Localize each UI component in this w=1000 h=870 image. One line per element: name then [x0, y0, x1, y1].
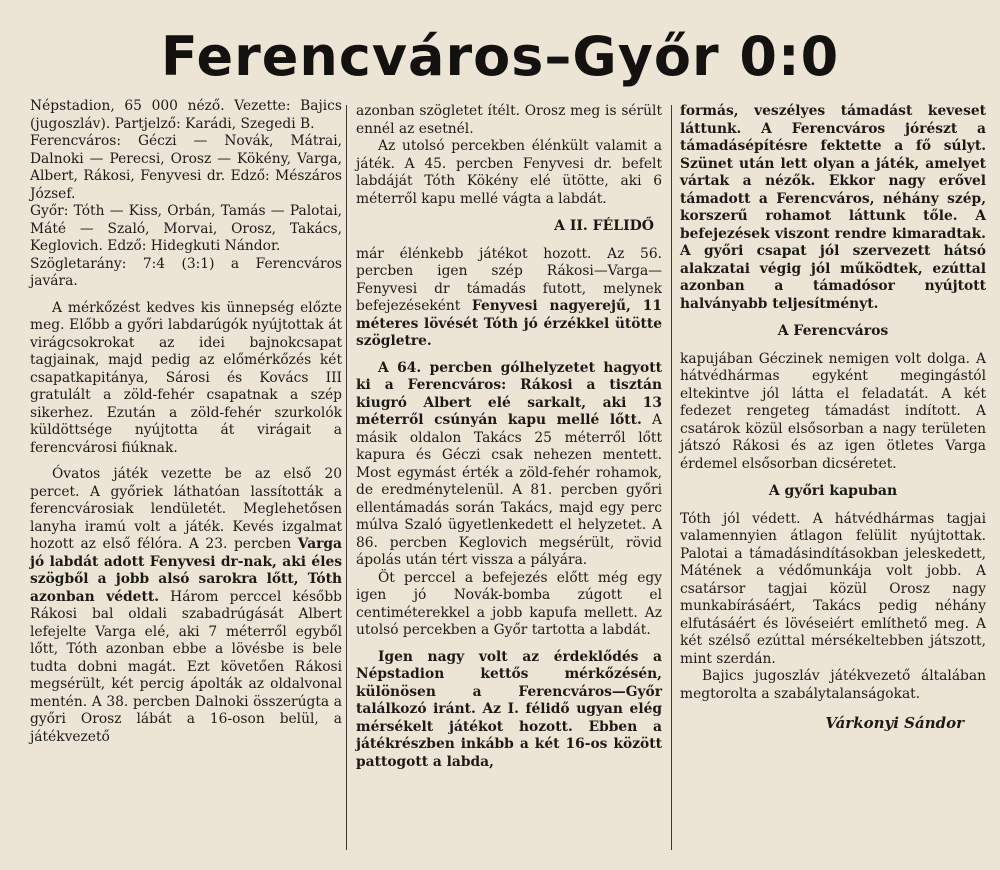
column-rule-1: [346, 105, 347, 850]
ferencvaros-subheading: A Ferencváros: [777, 323, 889, 339]
headline: Ferencváros–Győr 0:0: [160, 25, 840, 88]
chance-paragraph: [356, 360, 662, 570]
ceremony-paragraph: A mérkőzést kedves kis ünnepség előzte meg. Előbb a győri labdarúgók nyújtottak át virágcsokrokat az idei bajnokcsapat tagjainak, majd pedig az előmérkőzés két csapatkapitánya, Sárosi és Kovács III gratulált a zöld-fehér csapatnak a szép sikerhez. Ezután a zöld-fehér szurkolók küldöttsége nyújtotta át virágait a ferencvárosi fiúknak.: [30, 299, 342, 456]
col2-paragraph-2: Az utolsó percekben élénkült valamit a játék. A 45. percben Fenyvesi dr. befelt labdáját Tóth Kökény elé ütötte, aki 6 méterről kapu mellé vágta a labdát.: [356, 138, 662, 207]
article-column-1: [30, 98, 342, 746]
summary-paragraph: Igen nagy volt az érdeklődés a Népstadion kettős mérkőzésén, különösen a Ferencváros—Győr találkozó iránt. Az I. félidő ugyan elég mérsékelt játékot hozott. Ebben a játékrészben inkább a két 16-os között pattogott a labda,: [356, 648, 662, 770]
ferencvaros-lineup: Ferencváros: Géczi — Novák, Mátrai, Dalnoki — Perecsi, Orosz — Kökény, Varga, Albert, Rákosi, Fenyvesi dr. Edző: Mészáros József.: [30, 133, 342, 202]
second-half-paragraph: [356, 246, 662, 351]
chance-text-bold: A 64. percben gólhelyzetet hagyott ki a Ferencváros: Rákosi a tisztán kiugró Albert elé sarkalt, aki 13 méterről csúnyán kapu mellé lőtt.: [356, 359, 662, 428]
match-info: Népstadion, 65 000 néző. Vezette: Bajics (jugoszláv). Partjelző: Karádi, Szegedi B.: [30, 98, 342, 132]
gyor-subheading: A győri kapuban: [768, 483, 898, 499]
first-half-text-bold: Varga jó labdát adott Fenyvesi dr-nak, aki éles szögből a jobb alsó sarokra lőtt, Tóth azonban védett.: [30, 536, 342, 605]
gyor-evaluation: Tóth jól védett. A hátvédhármas tagjai valamennyien átlagon felülit nyújtottak. Palotai a támadásindításokban jeleskedett, Mátének a védőmunkája volt jobb. A csatársor tagjai közül Orosz nagy munkabírásáért, Takács pedig néhány elfutásáért és lövéseiért említhető meg. A két szélső ezúttal mérsékeltebben játszott, mint szerdán.: [680, 510, 986, 667]
column-rule-2: [671, 105, 672, 850]
first-half-text-c: Három perccel később Rákosi bal oldali szabadrúgását Albert lefejelte Varga elé, aki 7 méterről egyből lőtt, Tóth azonban ebbe a lövésbe is bele tudta dobni magát. Ezt követően Rákosi megsérült, két percig ápolták az oldalvonal mentén. A 38. percben Dalnoki összerúgta a győri Orosz lábát a 16-oson belül, a játékvezető: [30, 588, 342, 745]
first-half-paragraph: [30, 466, 342, 746]
second-half-text-a: már élénkebb játékot hozott. Az 56. percben igen szép Rákosi—Varga—Fenyvesi dr támadás futott, melynek befejezéseként: [356, 245, 662, 314]
chance-text: A másik oldalon Takács 25 méterről lőtt kapura és Géczi csak nehezen mentett. Most egymást érték a zöld-fehér rohamok, de eredménytelenül. A 81. percben győri ellentámadás során Takács, majd egy perc múlva Szaló ügyetlenkedett el helyzetet. A 86. percben Keglovich megsérült, rövid ápolás után tért vissza a pályára.: [356, 412, 663, 568]
gyor-lineup: Győr: Tóth — Kiss, Orbán, Tamás — Palotai, Máté — Szaló, Morvai, Orosz, Takács, Keglovich. Edző: Hidegkuti Nándor.: [30, 203, 342, 254]
article-column-3: [680, 103, 986, 733]
col3-paragraph-1: formás, veszélyes támadást keveset láttunk. A Ferencváros jórészt a támadásépítésre fektette a fő súlyt. Szünet után lett olyan a játék, amelyet vártak a nézők. Ekkor nagy erővel támadott a Ferencváros, néhány szép, korszerű rohamot láttunk tőle. A befejezések viszont rendre kimaradtak. A győri csapat jól szervezett hátsó alakzatai végig jól működtek, ezúttal azonban a támadósor nyújtott halványabb teljesítményt.: [680, 103, 986, 312]
second-half-subheading: A II. FÉLIDŐ: [554, 218, 654, 234]
col2-paragraph-1: azonban szögletet ítélt. Orosz meg is sérült ennél az esetnél.: [356, 103, 662, 137]
article-column-2: [356, 103, 662, 771]
corner-ratio: Szögletarány: 7:4 (3:1) a Ferencváros javára.: [30, 255, 342, 289]
ferencvaros-evaluation: kapujában Géczinek nemigen volt dolga. A hátvédhármas egyként megingástól eltekintve jól látta el feladatát. A két fedezet rengeteg támadást indított. A csatárok közül elsősorban a nagy területen játszó Rákosi és az igen ötletes Varga érdemel elsősorban dicséretet.: [680, 350, 986, 472]
first-half-text-a: Óvatos játék vezette be az első 20 percet. A győriek láthatóan lassították a ferencvárosiak lendületét. Meglehetősen lanyha iramú volt a játék. Kevés izgalmat hozott az első félóra. A 23. percben: [30, 466, 342, 552]
late-paragraph: Öt perccel a befejezés előtt még egy igen jó Novák-bomba zúgott el centiméterekkel a jobb kapufa mellett. Az utolsó percekben a Győr tartotta a labdát.: [356, 569, 662, 638]
author-signature: Várkonyi Sándor: [825, 714, 964, 732]
second-half-text-bold: Fenyvesi nagyerejű, 11 méteres lövését Tóth jó érzékkel ütötte szögletre.: [356, 298, 663, 349]
referee-paragraph: Bajics jugoszláv játékvezető általában megtorolta a szabálytalanságokat.: [680, 668, 986, 702]
